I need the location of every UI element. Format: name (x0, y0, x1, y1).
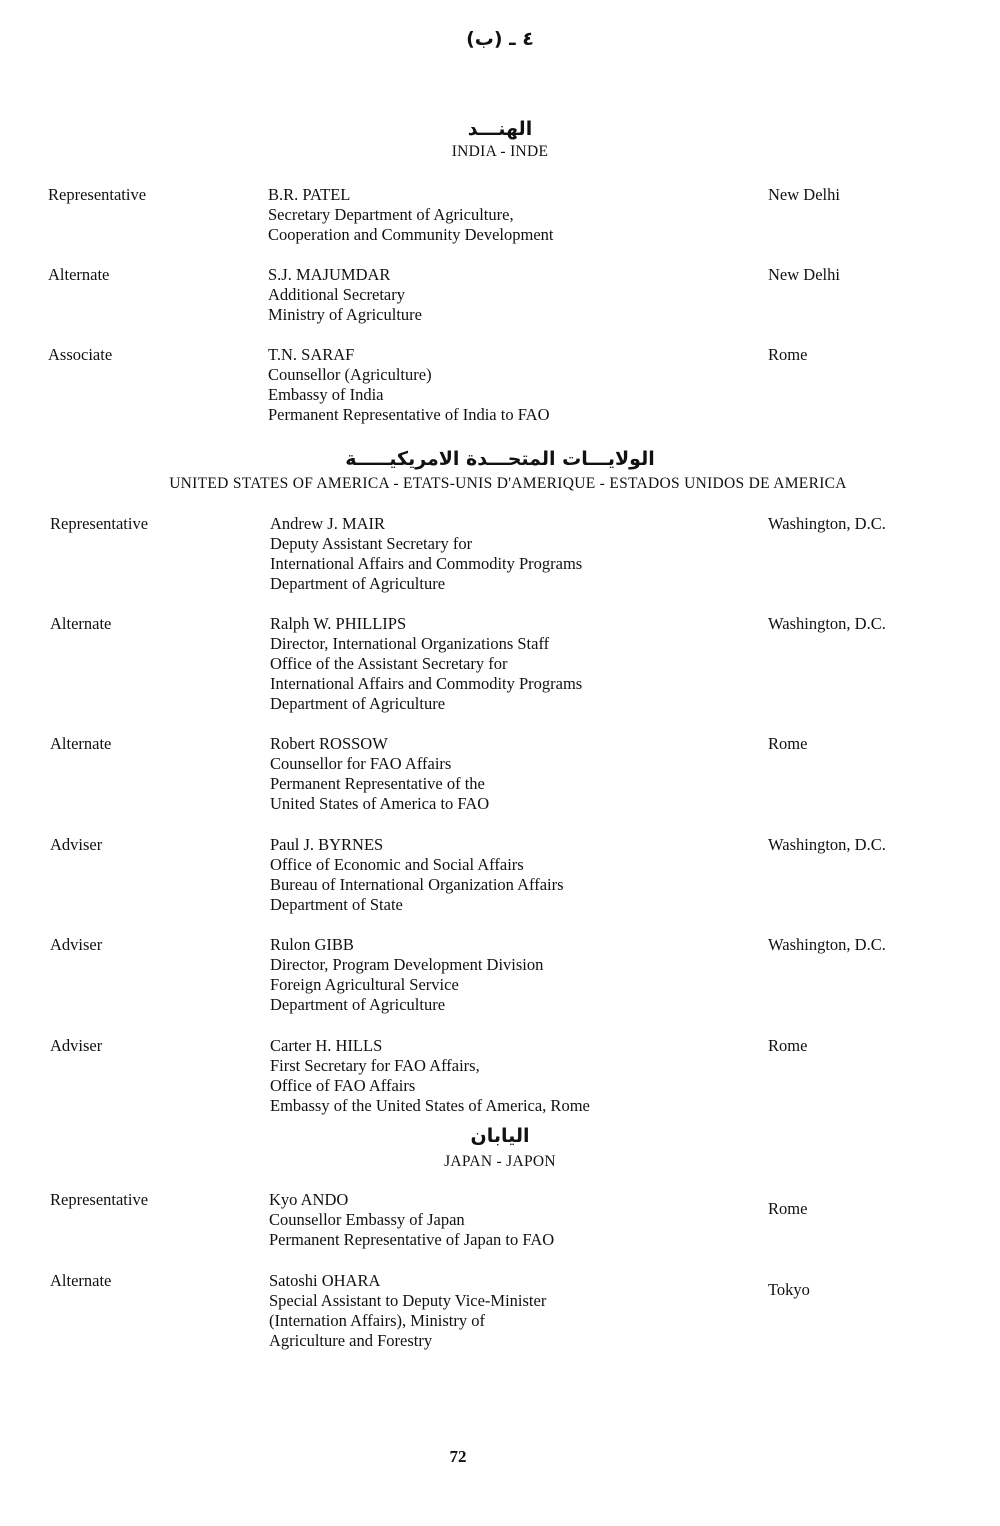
delegate-role: Associate (48, 345, 113, 364)
delegate-title-line: Permanent Representative of India to FAO (268, 405, 550, 424)
delegate-name: Carter H. HILLS (270, 1036, 383, 1055)
delegate-title-line: Office of the Assistant Secretary for (270, 654, 508, 673)
page-number: 72 (449, 1447, 467, 1466)
delegate-title-line: Agriculture and Forestry (269, 1331, 433, 1350)
delegate-location: Tokyo (768, 1280, 810, 1299)
delegate-role: Representative (48, 185, 147, 204)
delegate-title-line: Permanent Representative of Japan to FAO (269, 1230, 555, 1249)
delegate-location: Washington, D.C. (768, 835, 886, 854)
delegate-role: Representative (50, 1190, 149, 1209)
delegate-title-line: Permanent Representative of the (270, 774, 485, 793)
delegate-location: Washington, D.C. (768, 514, 886, 533)
delegate-name: Satoshi OHARA (269, 1271, 381, 1290)
delegate-title-line: International Affairs and Commodity Programs (270, 554, 583, 573)
delegate-role: Alternate (50, 734, 112, 753)
delegate-title-line: Additional Secretary (268, 285, 405, 304)
delegate-title-line: First Secretary for FAO Affairs, (270, 1056, 480, 1075)
delegate-title-line: Counsellor Embassy of Japan (269, 1210, 465, 1229)
delegate-location: Washington, D.C. (768, 614, 886, 633)
delegate-title-line: Department of Agriculture (270, 995, 446, 1014)
section-arabic-title: الهنـــد (467, 118, 533, 140)
delegate-location: Rome (768, 1036, 808, 1055)
delegate-name: Paul J. BYRNES (270, 835, 384, 854)
section-title: JAPAN - JAPON (444, 1153, 556, 1170)
delegate-title-line: Embassy of the United States of America, Rome (270, 1096, 590, 1115)
page-marker: ٤ ـ (ب) (466, 28, 534, 50)
section-title: INDIA - INDE (451, 143, 549, 160)
delegate-title-line: Counsellor (Agriculture) (268, 365, 432, 384)
delegate-location: Rome (768, 345, 808, 364)
delegate-role: Alternate (50, 614, 112, 633)
delegate-role: Representative (50, 514, 149, 533)
delegate-title-line: Department of Agriculture (270, 574, 446, 593)
delegate-title-line: Ministry of Agriculture (268, 305, 422, 324)
delegate-title-line: Director, Program Development Division (270, 955, 544, 974)
delegate-name: Rulon GIBB (270, 935, 354, 954)
delegate-title-line: Secretary Department of Agriculture, (268, 205, 514, 224)
delegate-title-line: Bureau of International Organization Affairs (270, 875, 564, 894)
delegate-name: B.R. PATEL (268, 185, 351, 204)
delegate-role: Alternate (50, 1271, 112, 1290)
delegate-title-line: Director, International Organizations Staff (270, 634, 550, 653)
delegate-role: Adviser (50, 835, 103, 854)
delegate-title-line: Special Assistant to Deputy Vice-Minister (269, 1291, 547, 1310)
section-title: UNITED STATES OF AMERICA - ETATS-UNIS D'AMERIQUE - ESTADOS UNIDOS DE AMERICA (169, 475, 847, 492)
delegate-role: Adviser (50, 935, 103, 954)
delegate-location: Rome (768, 1199, 808, 1218)
delegate-title-line: (Internation Affairs), Ministry of (269, 1311, 485, 1330)
section-arabic-title: اليابان (470, 1125, 530, 1147)
delegate-title-line: Department of State (270, 895, 403, 914)
delegate-title-line: Deputy Assistant Secretary for (270, 534, 473, 553)
delegate-title-line: International Affairs and Commodity Programs (270, 674, 583, 693)
delegate-title-line: Department of Agriculture (270, 694, 446, 713)
delegate-name: Kyo ANDO (269, 1190, 349, 1209)
delegate-name: Ralph W. PHILLIPS (270, 614, 407, 633)
delegate-title-line: Embassy of India (268, 385, 384, 404)
delegate-location: Washington, D.C. (768, 935, 886, 954)
delegate-role: Alternate (48, 265, 110, 284)
delegate-title-line: Counsellor for FAO Affairs (270, 754, 452, 773)
delegate-name: Robert ROSSOW (270, 734, 388, 753)
delegate-name: S.J. MAJUMDAR (268, 265, 391, 284)
delegate-title-line: Office of FAO Affairs (270, 1076, 416, 1095)
delegate-location: Rome (768, 734, 808, 753)
section-arabic-title: الولايـــات المتحـــدة الامريكيـــــة (345, 448, 655, 470)
delegate-location: New Delhi (768, 265, 840, 284)
delegate-role: Adviser (50, 1036, 103, 1055)
delegate-location: New Delhi (768, 185, 840, 204)
delegate-title-line: Cooperation and Community Development (268, 225, 554, 244)
delegate-title-line: Office of Economic and Social Affairs (270, 855, 524, 874)
delegate-name: Andrew J. MAIR (270, 514, 386, 533)
delegate-name: T.N. SARAF (268, 345, 355, 364)
delegate-title-line: Foreign Agricultural Service (270, 975, 459, 994)
delegate-title-line: United States of America to FAO (270, 794, 490, 813)
